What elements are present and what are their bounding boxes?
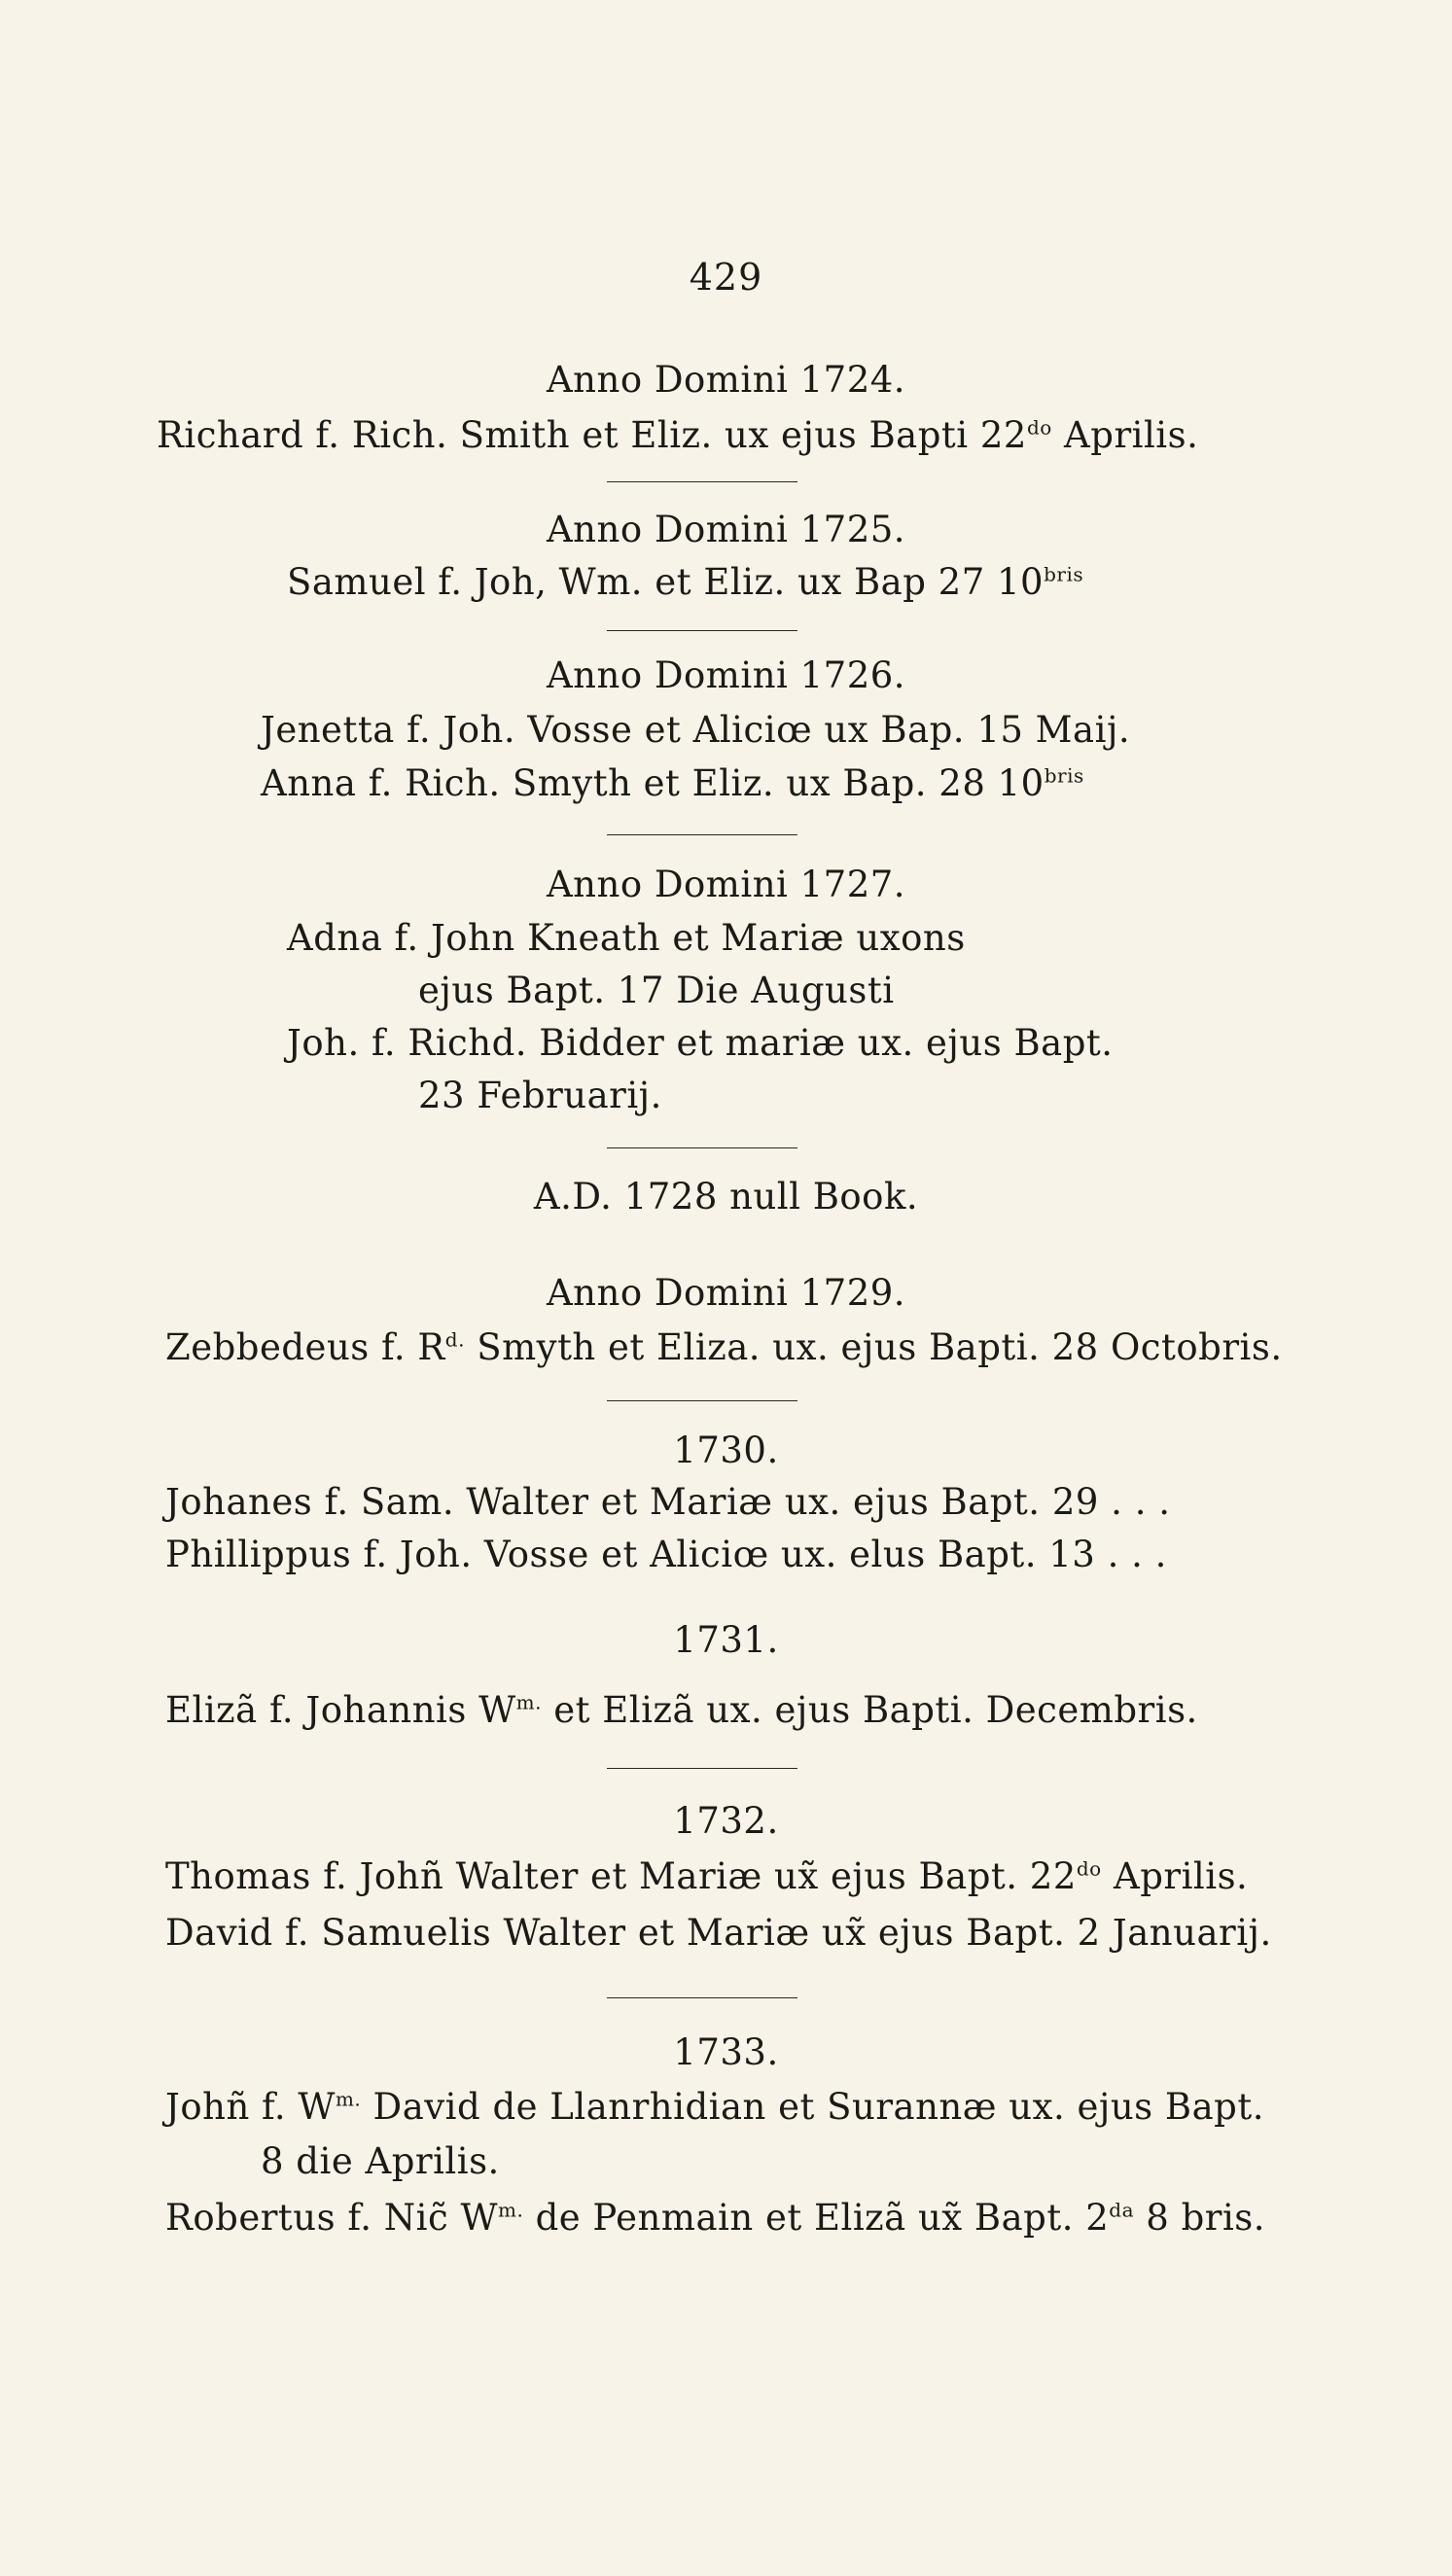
superscript: d. — [444, 1327, 465, 1352]
entry-1727-joh: Joh. f. Richd. Bidder et mariæ ux. ejus Bapt. — [287, 1022, 1114, 1064]
entry-text: Johñ f. W — [165, 2086, 336, 2128]
entry-1730-johanes: Johanes f. Sam. Walter et Mariæ ux. ejus Bapt. 29 . . . — [165, 1481, 1171, 1523]
section-divider — [607, 1997, 797, 1998]
superscript: do — [1076, 1856, 1102, 1881]
year-heading-1731: 1731. — [673, 1619, 779, 1661]
entry-1732-thomas — [165, 1853, 1248, 1900]
entry-text: Samuel f. Joh, Wm. et Eliz. ux Bap 27 10 — [287, 561, 1045, 603]
entry-text: Aprilis. — [1051, 414, 1199, 456]
entry-1725-samuel — [287, 559, 1083, 606]
section-divider — [607, 630, 797, 631]
entry-1727-adna-cont: ejus Bapt. 17 Die Augusti — [418, 970, 895, 1011]
entry-text: Zebbedeus f. R — [165, 1326, 445, 1368]
year-heading-1732: 1732. — [673, 1800, 779, 1842]
entry-text: et Elizã ux. ejus Bapti. Decembris. — [542, 1689, 1198, 1731]
entry-text: Thomas f. Johñ Walter et Mariæ ux̃ ejus Bapt. 22 — [165, 1855, 1077, 1897]
entry-text: Elizã f. Johannis W — [165, 1689, 516, 1731]
entry-1729-zebbedeus — [165, 1324, 1283, 1371]
year-heading-1729: Anno Domini 1729. — [546, 1272, 906, 1314]
superscript: m. — [515, 1690, 542, 1714]
entry-1731-eliza — [165, 1687, 1198, 1734]
superscript: bris — [1044, 763, 1084, 788]
year-heading-1726: Anno Domini 1726. — [546, 654, 906, 696]
entry-1733-robertus — [165, 2195, 1265, 2241]
year-heading-1724: Anno Domini 1724. — [546, 359, 906, 401]
page-number: 429 — [689, 256, 763, 299]
year-heading-1727: Anno Domini 1727. — [546, 864, 906, 905]
entry-text: de Penmain et Elizã ux̃ Bapt. 2 — [523, 2197, 1110, 2239]
superscript: bris — [1044, 562, 1084, 586]
entry-1724-richard — [157, 412, 1198, 459]
entry-1732-david: David f. Samuelis Walter et Mariæ ux̃ ejus Bapt. 2 Januarij. — [165, 1912, 1272, 1954]
section-divider — [607, 1147, 797, 1148]
entry-text: Richard f. Rich. Smith et Eliz. ux ejus Bapti 22 — [157, 414, 1027, 456]
section-divider — [607, 1400, 797, 1401]
entry-1727-adna: Adna f. John Kneath et Mariæ uxons — [287, 917, 966, 959]
entry-1727-joh-cont: 23 Februarij. — [418, 1075, 662, 1116]
superscript: m. — [335, 2087, 362, 2111]
entry-1730-phillippus: Phillippus f. Joh. Vosse et Aliciœ ux. elus Bapt. 13 . . . — [165, 1534, 1167, 1575]
year-heading-1730: 1730. — [673, 1429, 779, 1471]
year-heading-1725: Anno Domini 1725. — [546, 509, 906, 550]
entry-text: Robertus f. Nic̃ W — [165, 2197, 498, 2239]
section-divider — [607, 481, 797, 482]
entry-1733-john-cont: 8 die Aprilis. — [261, 2140, 500, 2182]
entry-text: Aprilis. — [1101, 1855, 1249, 1897]
superscript: m. — [497, 2198, 524, 2222]
entry-1726-anna — [261, 760, 1084, 807]
entry-text: David de Llanrhidian et Surannæ ux. ejus Bapt. — [361, 2086, 1264, 2128]
year-heading-1728: A.D. 1728 null Book. — [533, 1176, 919, 1217]
section-divider — [607, 834, 797, 835]
entry-text: Anna f. Rich. Smyth et Eliz. ux Bap. 28 10 — [261, 762, 1045, 804]
entry-text: 8 bris. — [1134, 2197, 1266, 2239]
superscript: do — [1026, 415, 1052, 440]
entry-1726-jenetta: Jenetta f. Joh. Vosse et Aliciœ ux Bap. 15 Maij. — [261, 709, 1131, 751]
entry-text: Smyth et Eliza. ux. ejus Bapti. 28 Octobris. — [464, 1326, 1283, 1368]
superscript: da — [1109, 2198, 1135, 2222]
section-divider — [607, 1768, 797, 1769]
entry-1733-john — [165, 2084, 1264, 2131]
year-heading-1733: 1733. — [673, 2031, 779, 2073]
